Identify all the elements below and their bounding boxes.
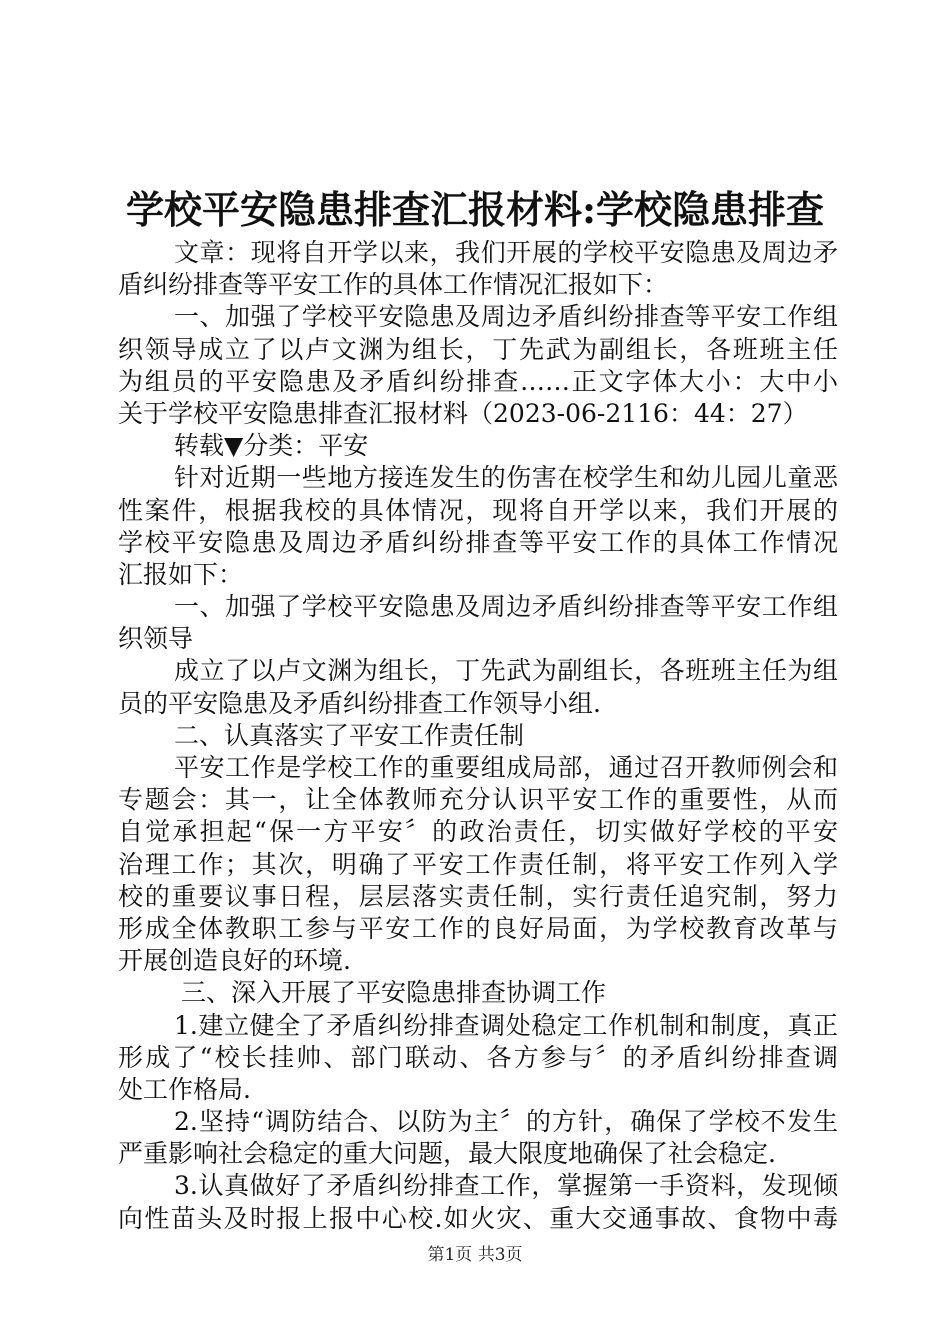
paragraph-line: 三、深入开展了平安隐患排查协调工作: [181, 978, 607, 1008]
paragraph-line: 盾纠纷排查等平安工作的具体工作情况汇报如下：: [118, 270, 669, 300]
paragraph-line: 处工作格局.: [118, 1074, 251, 1104]
document-body: [118, 237, 838, 1235]
page-footer: 第1页 共3页: [427, 1245, 523, 1265]
paragraph-line: 转载▼分类：平安: [174, 431, 369, 461]
paragraph-line: 一、加强了学校平安隐患及周边矛盾纠纷排查等平安工作组: [174, 592, 838, 622]
paragraph-line: 平安工作是学校工作的重要组成局部，通过召开教师例会和: [174, 753, 838, 782]
paragraph-line: 二、认真落实了平安工作责任制: [174, 720, 525, 750]
paragraph-line: 性案件，根据我校的具体情况，现将自开学以来，我们开展的: [118, 495, 838, 525]
paragraph-line: 为组员的平安隐患及矛盾纠纷排查……正文字体大小：大中小: [118, 366, 838, 396]
paragraph-line: 治理工作；其次，明确了平安工作责任制，将平安工作列入学: [118, 849, 838, 879]
paragraph-line: 自觉承担起“保一方平安〞的政治责任，切实做好学校的平安: [118, 817, 838, 847]
paragraph-line: 学校平安隐患及周边矛盾纠纷排查等平安工作的具体工作情况: [118, 527, 838, 557]
paragraph-line: 严重影响社会稳定的重大问题，最大限度地确保了社会稳定.: [118, 1139, 776, 1169]
paragraph-line: 员的平安隐患及矛盾纠纷排查工作领导小组.: [118, 688, 601, 718]
paragraph-line: 3.认真做好了矛盾纠纷排查工作，掌握第一手资料，发现倾: [174, 1171, 838, 1201]
paragraph-line: 2.坚持“调防结合、以防为主〞的方针，确保了学校不发生: [174, 1107, 838, 1137]
paragraph-line: 关于学校平安隐患排查汇报材料（2023-06-2116：44：27）: [118, 398, 808, 428]
paragraph-line: 形成全体教职工参与平安工作的良好局面，为学校教育改革与: [118, 913, 838, 943]
paragraph-line: 成立了以卢文渊为组长，丁先武为副组长，各班班主任为组: [174, 656, 838, 686]
paragraph-line: 针对近期一些地方接连发生的伤害在校学生和幼儿园儿童恶: [174, 463, 838, 493]
paragraph-line: 文章：现将自开学以来，我们开展的学校平安隐患及周边矛: [174, 238, 838, 267]
paragraph-line: 汇报如下：: [118, 559, 244, 589]
document-title: 学校平安隐患排查汇报材料:学校隐患排查: [125, 187, 825, 232]
paragraph-line: 织领导成立了以卢文渊为组长，丁先武为副组长，各班班主任: [118, 334, 838, 364]
paragraph-line: 校的重要议事日程，层层落实责任制，实行责任追究制，努力: [118, 881, 838, 911]
paragraph-line: 专题会：其一，让全体教师充分认识平安工作的重要性，从而: [118, 785, 838, 815]
paragraph-line: 形成了“校长挂帅、部门联动、各方参与〞的矛盾纠纷排查调: [118, 1042, 838, 1072]
paragraph-line: 织领导: [118, 624, 194, 654]
paragraph-line: 开展创造良好的环境.: [118, 946, 351, 976]
paragraph-line: 一、加强了学校平安隐患及周边矛盾纠纷排查等平安工作组: [174, 302, 838, 332]
paragraph-line: 向性苗头及时报上报中心校.如火灾、重大交通事故、食物中毒: [118, 1203, 838, 1233]
paragraph-line: 1.建立健全了矛盾纠纷排查调处稳定工作机制和制度，真正: [174, 1010, 838, 1040]
